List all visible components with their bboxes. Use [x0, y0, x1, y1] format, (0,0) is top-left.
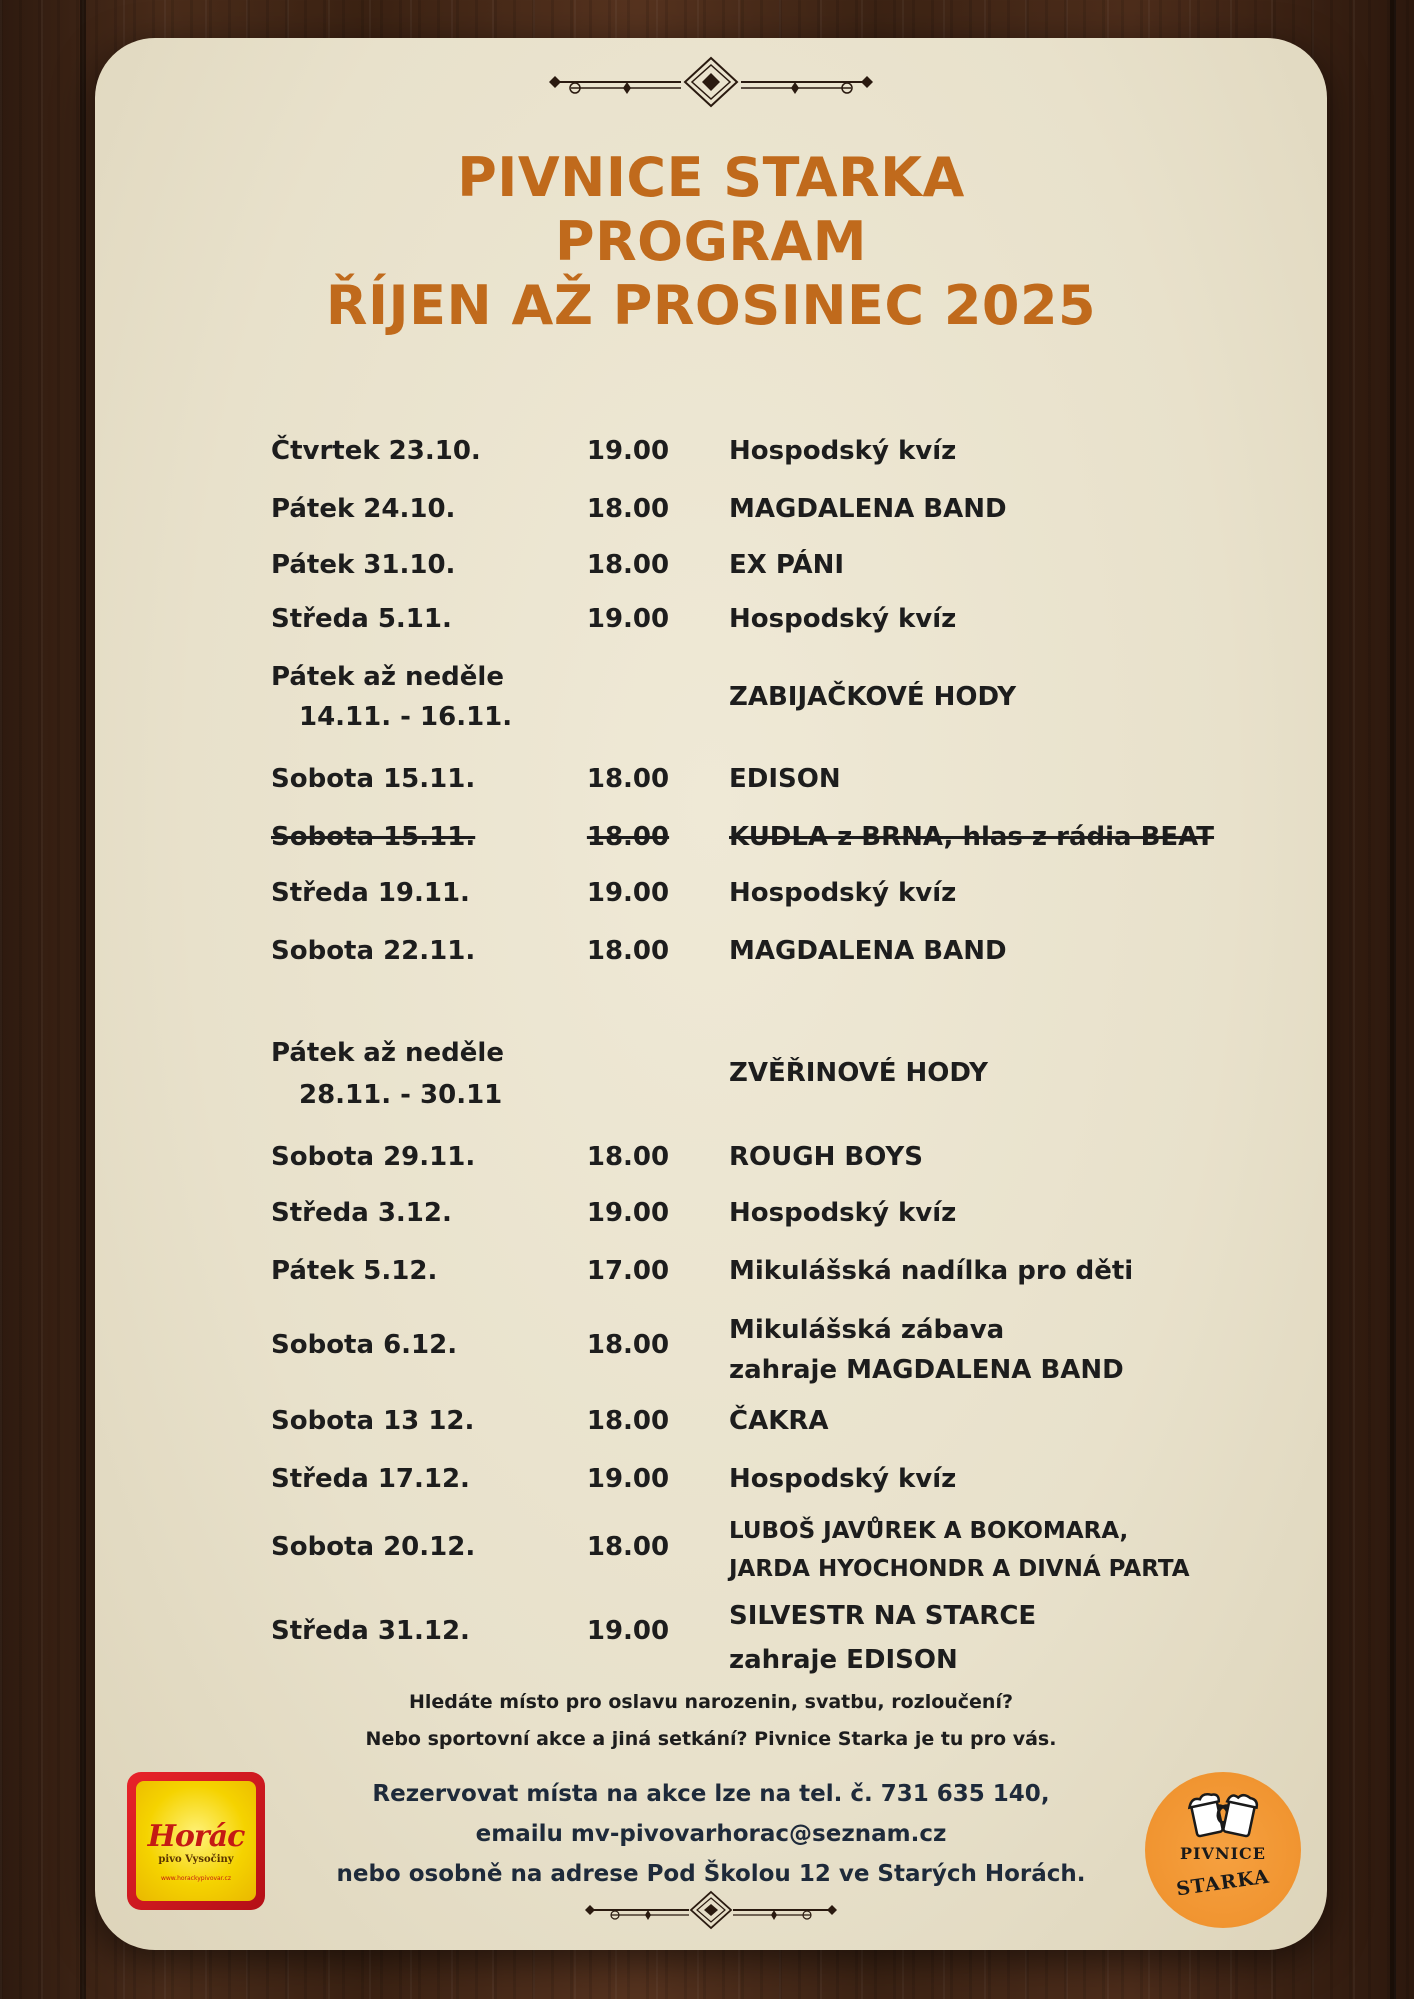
- beer-mugs-icon: [1186, 1790, 1260, 1840]
- event-time: 19.00: [586, 436, 670, 466]
- event-day: Středa 17.12.: [271, 1464, 470, 1494]
- title-line: PIVNICE STARKA: [457, 146, 965, 209]
- event-title: [729, 1512, 1190, 1588]
- event-title: Hospodský kvíz: [729, 436, 957, 466]
- event-title: EX PÁNI: [729, 550, 845, 580]
- event-time: 19.00: [586, 878, 670, 908]
- event-day: Sobota 20.12.: [271, 1532, 476, 1562]
- event-title: MAGDALENA BAND: [729, 936, 1007, 966]
- info-note-line: Nebo sportovní akce a jiná setkání? Pivnice Starka je tu pro vás.: [365, 1728, 1057, 1750]
- horac-url-text: www.horackypivovar.cz: [160, 1875, 231, 1882]
- event-day: Pátek až neděle: [271, 662, 504, 692]
- bottom-ornament-icon: [581, 1890, 841, 1930]
- event-time: 18.00: [586, 1532, 670, 1562]
- starka-logo-line: STARKA: [1175, 1865, 1271, 1901]
- event-day: Středa 19.11.: [271, 878, 470, 908]
- event-title: ČAKRA: [729, 1406, 829, 1436]
- event-title-line: LUBOŠ JAVŮREK A BOKOMARA,: [729, 1518, 1129, 1544]
- event-day: Pátek 31.10.: [271, 550, 456, 580]
- event-title: [729, 1594, 1036, 1682]
- event-day: Sobota 22.11.: [271, 936, 476, 966]
- event-day: Středa 31.12.: [271, 1616, 470, 1646]
- event-time: 18.00: [586, 822, 670, 852]
- event-time: 19.00: [586, 1464, 670, 1494]
- event-title-line: zahraje MAGDALENA BAND: [729, 1355, 1124, 1385]
- reservation-line: Rezervovat místa na akce lze na tel. č. 731 635 140,: [372, 1781, 1050, 1807]
- page-title: [95, 146, 1327, 338]
- event-time: 18.00: [586, 764, 670, 794]
- pivnice-starka-logo: [1145, 1772, 1301, 1928]
- event-title-line: SILVESTR NA STARCE: [729, 1601, 1037, 1631]
- event-time: 19.00: [586, 1616, 670, 1646]
- event-day: Sobota 13 12.: [271, 1406, 475, 1436]
- event-day: Sobota 6.12.: [271, 1330, 458, 1360]
- event-day: Sobota 15.11.: [271, 764, 476, 794]
- event-time: 19.00: [586, 604, 670, 634]
- event-day: Středa 5.11.: [271, 604, 452, 634]
- event-time: 18.00: [586, 1142, 670, 1172]
- event-time: 18.00: [586, 1330, 670, 1360]
- event-title: [729, 1310, 1124, 1390]
- title-line: PROGRAM: [555, 210, 867, 273]
- event-day-range: 14.11. - 16.11.: [299, 702, 513, 732]
- info-note-line: Hledáte místo pro oslavu narozenin, svatbu, rozloučení?: [409, 1691, 1013, 1713]
- event-day: Čtvrtek 23.10.: [271, 436, 481, 466]
- event-day: Sobota 15.11.: [271, 822, 476, 852]
- event-title: Hospodský kvíz: [729, 604, 957, 634]
- wood-seam: [80, 0, 86, 1999]
- event-day-range: 28.11. - 30.11: [299, 1080, 503, 1110]
- event-title: ROUGH BOYS: [729, 1142, 923, 1172]
- event-time: 18.00: [586, 494, 670, 524]
- info-note: [95, 1684, 1327, 1758]
- event-title: EDISON: [729, 764, 841, 794]
- event-day: Středa 3.12.: [271, 1198, 452, 1228]
- event-title-line: JARDA HYOCHONDR A DIVNÁ PARTA: [729, 1556, 1190, 1582]
- horac-sub-text: pivo Vysočiny: [158, 1854, 234, 1865]
- title-line: ŘÍJEN AŽ PROSINEC 2025: [325, 274, 1097, 337]
- starka-logo-line: PIVNICE: [1180, 1844, 1266, 1863]
- event-title: ZVĚŘINOVÉ HODY: [729, 1058, 988, 1088]
- event-day: Pátek 5.12.: [271, 1256, 438, 1286]
- event-day: Sobota 29.11.: [271, 1142, 476, 1172]
- event-title: Hospodský kvíz: [729, 1464, 957, 1494]
- reservation-email: emailu mv-pivovarhorac@seznam.cz: [475, 1821, 947, 1847]
- event-title: KUDLA z BRNA, hlas z rádia BEAT: [729, 822, 1215, 852]
- top-ornament-icon: [541, 56, 881, 108]
- event-day: Pátek až neděle: [271, 1038, 504, 1068]
- event-time: 17.00: [586, 1256, 670, 1286]
- event-title: ZABIJAČKOVÉ HODY: [729, 682, 1017, 712]
- horac-brand-text: Horác: [147, 1819, 245, 1854]
- program-poster: [95, 38, 1327, 1950]
- event-title-line: Mikulášská zábava: [729, 1315, 1005, 1345]
- horac-logo-inner: [136, 1781, 256, 1901]
- event-title: Hospodský kvíz: [729, 1198, 957, 1228]
- event-time: 18.00: [586, 550, 670, 580]
- event-title: Hospodský kvíz: [729, 878, 957, 908]
- event-title: Mikulášská nadílka pro děti: [729, 1256, 1134, 1286]
- event-time: 18.00: [586, 936, 670, 966]
- event-title-line: zahraje EDISON: [729, 1645, 958, 1675]
- event-time: 18.00: [586, 1406, 670, 1436]
- event-time: 19.00: [586, 1198, 670, 1228]
- reservation-info: [95, 1774, 1327, 1894]
- wood-seam: [1390, 0, 1396, 1999]
- horac-brewery-logo: [127, 1772, 265, 1910]
- reservation-line: nebo osobně na adrese Pod Školou 12 ve Starých Horách.: [336, 1861, 1086, 1887]
- event-title: MAGDALENA BAND: [729, 494, 1007, 524]
- event-day: Pátek 24.10.: [271, 494, 456, 524]
